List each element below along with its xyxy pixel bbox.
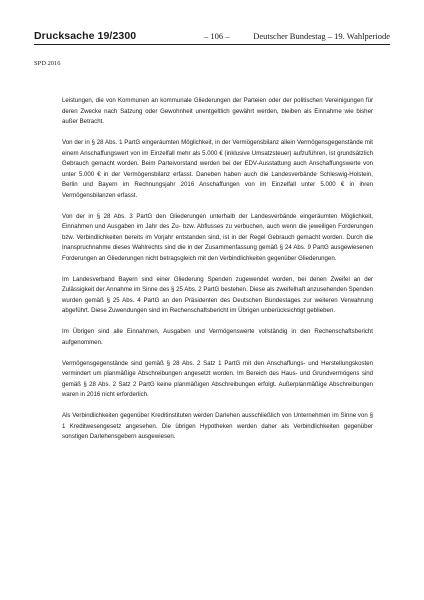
section-label: SPD 2016	[34, 60, 61, 67]
publisher-label: Deutscher Bundestag – 19. Wahlperiode	[253, 31, 390, 41]
body-text	[62, 96, 373, 453]
paragraph: Von der in § 28 Abs. 3 PartG den Gliederungen unterhalb der Landesverbände eingeräumten Möglichkeit, Einnahmen und Ausgaben im Jahr des Zu- bzw. Abflusses zu verbuchen, auch wenn die jeweiligen Forderungen bzw. Verbindlichkeiten bereits im Vorjahr entstanden sind, ist in der Regel Gebrauch gemacht worden. Durch die Inanspruchnahme dieses Wahlrechts sind die in der Zusammenfassung gemäß § 24 Abs. 9 PartG ausgewiesenen Forderungen an Gliederungen nicht betragsgleich mit den Verbindlichkeiten gegenüber Gliederungen.	[62, 212, 373, 262]
paragraph: Leistungen, die von Kommunen an kommunale Gliederungen der Parteien oder der politischen Vereinigungen für deren Zwecke nach Satzung oder Gewohnheit unentgeltlich gewährt werden, bleiben als Einnahme wie bisher außer Betracht.	[62, 97, 373, 125]
paragraph: Als Verbindlichkeiten gegenüber Kreditinstituten werden Darlehen ausschließlich von Unternehmen im Sinne von § 1 Kreditwesengesetz angesehen. Die übrigen Hypotheken werden daher als Verbindlichkeiten gegenüber sonstigen Darlehensgebern ausgewiesen.	[62, 412, 373, 440]
paragraph: Im Übrigen sind alle Einnahmen, Ausgaben und Vermögenswerte vollständig in den Rechenschaftsbericht aufgenommen.	[62, 328, 373, 346]
paragraph: Im Landesverband Bayern sind einer Gliederung Spenden zugewendet worden, bei denen Zweifel an der Zulässigkeit der Annahme im Sinne des § 25 Abs. 2 PartG bestehen. Diese als zweifelhaft anzusehenden Spenden wurden gemäß § 25 Abs. 4 PartG an den Präsidenten des Deutschen Bundestages zur weiteren Verwahrung abgeführt. Diese Zuwendungen sind im Rechenschaftsbericht im Übrigen unberücksichtigt geblieben.	[62, 275, 373, 314]
document-number: Drucksache 19/2300	[34, 30, 137, 42]
page-header	[34, 30, 390, 45]
paragraph: Von der in § 28 Abs. 1 PartG eingeräumten Möglichkeit, in der Vermögensbilanz allein Vermögensgegenstände mit einem Anschaffungswert von im Einzelfall mehr als 5.000 € (inklusive Umsatzsteuer) aufzuführen, ist grundsätzlich Gebrauch gemacht worden. Beim Parteivorstand werden bei der EDV-Ausstattung auch Anschaffungswerte von unter 5.000 € in der Vermögensbilanz erfasst. Daneben haben auch die Landesverbände Schleswig-Holstein, Berlin und Bayern im Rechnungsjahr 2016 Anschaffungen von im Einzelfall unter 5.000 € in ihren Vermögensbilanzen erfasst.	[62, 139, 373, 199]
paragraph: Vermögensgegenstände sind gemäß § 28 Abs. 2 Satz 1 PartG mit den Anschaffungs- und Herstellungskosten vermindert um planmäßige Abschreibungen angesetzt worden. Im Bereich des Haus- und Grundvermögens sind gemäß § 28 Abs. 2 Satz 2 PartG keine planmäßigen Abschreibungen erfolgt. Außerplanmäßige Abschreibungen waren in 2016 nicht erforderlich.	[62, 359, 373, 398]
page-number: – 106 –	[204, 31, 230, 41]
